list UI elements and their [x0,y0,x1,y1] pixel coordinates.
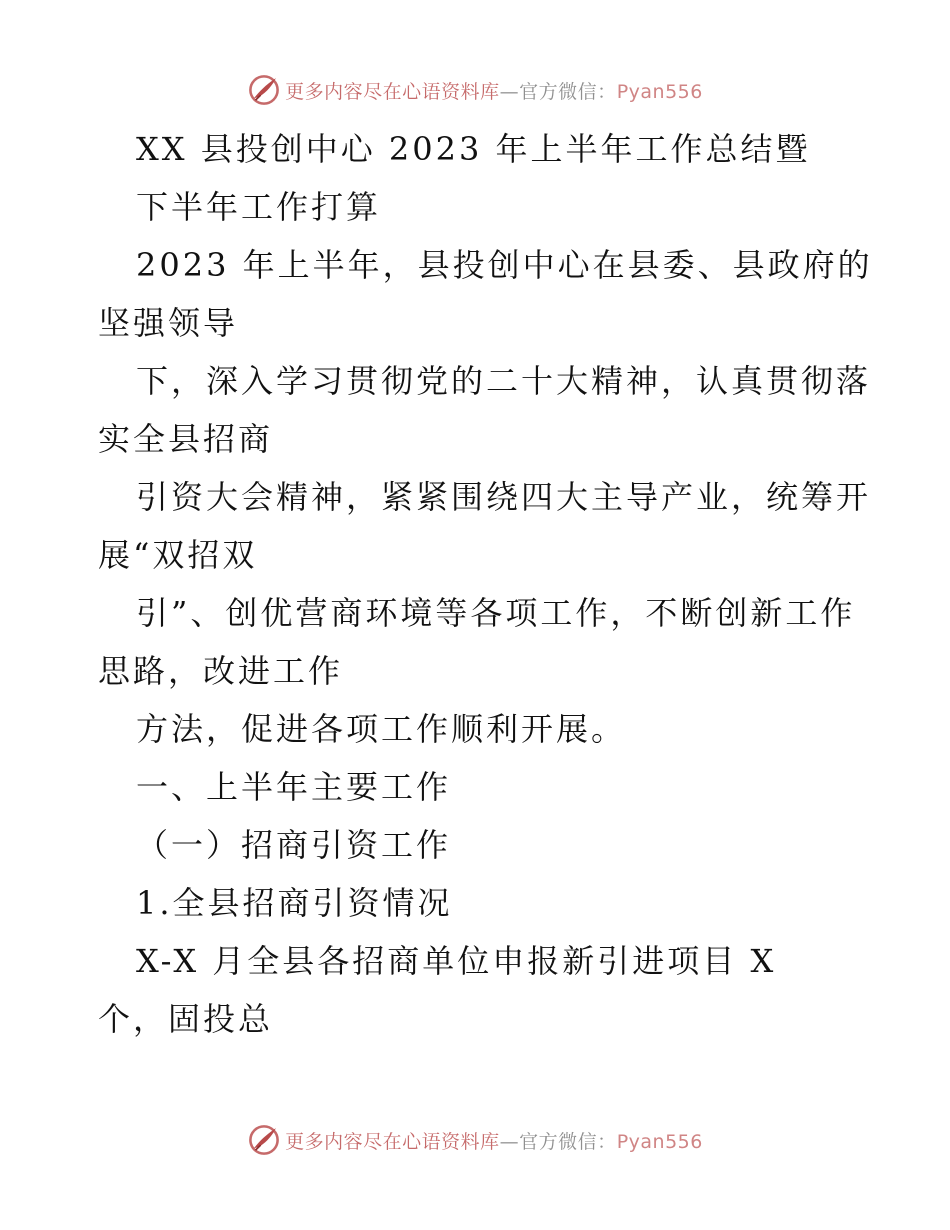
document-title-line-1: XX 县投创中心 2023 年上半年工作总结暨 [136,130,811,168]
paragraph-line: 2023 年上半年，县投创中心在县委、县政府的 [136,246,873,284]
watermark-main-text: 更多内容尽在心语资料库 [285,1130,500,1153]
paragraph-line: X-X 月全县各招商单位申报新引进项目 X [136,942,777,980]
quill-pen-icon [247,73,281,107]
header-watermark [0,70,950,110]
watermark-dash: — [499,1130,520,1153]
watermark-dash: — [499,80,520,103]
paragraph-line: 展“双招双 [98,536,258,574]
quill-pen-icon [247,1123,281,1157]
section-heading: 一、上半年主要工作 [136,768,452,806]
item-heading: 1.全县招商引资情况 [136,884,453,922]
watermark-label: 官方微信： [519,80,617,103]
paragraph-line: 方法，促进各项工作顺利开展。 [136,710,627,748]
watermark-wechat-id: Pyan556 [616,1130,703,1153]
paragraph-line: 坚强领导 [98,304,239,342]
paragraph-line: 思路，改进工作 [98,652,344,690]
watermark-wechat-id: Pyan556 [616,80,703,103]
paragraph-line: 引”、创优营商环境等各项工作，不断创新工作 [136,594,856,632]
paragraph-line: 下，深入学习贯彻党的二十大精神，认真贯彻落 [136,362,872,400]
document-body [98,120,873,1048]
subsection-heading: （一）招商引资工作 [136,826,452,864]
paragraph-line: 引资大会精神，紧紧围绕四大主导产业，统筹开 [136,478,872,516]
paragraph-line: 个，固投总 [98,1000,274,1038]
document-title-line-2: 下半年工作打算 [136,188,382,226]
watermark-main-text: 更多内容尽在心语资料库 [285,80,500,103]
watermark-label: 官方微信： [519,1130,617,1153]
paragraph-line: 实全县招商 [98,420,274,458]
footer-watermark [0,1120,950,1160]
